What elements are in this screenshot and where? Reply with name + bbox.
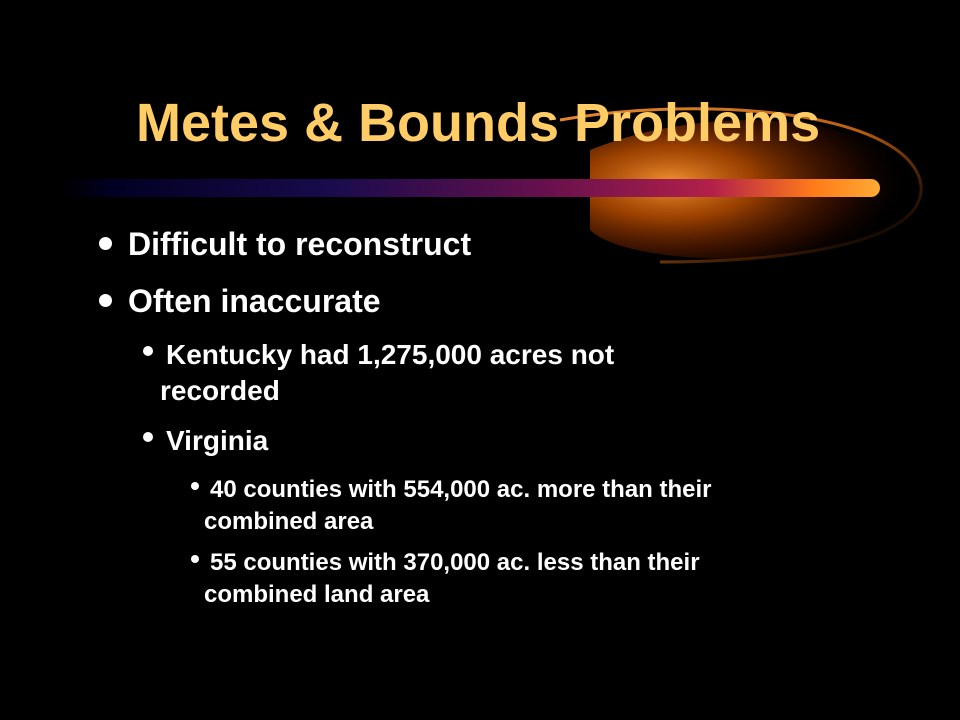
bullet-text-line: combined land area bbox=[204, 581, 430, 608]
bullet-dot-icon bbox=[191, 482, 199, 490]
bullet-dot-icon bbox=[143, 432, 153, 442]
bullet-text-line: combined area bbox=[204, 508, 374, 535]
bullet-dot-icon bbox=[191, 555, 199, 563]
bullet-text: Virginia bbox=[166, 425, 269, 456]
bullet-item bbox=[204, 474, 712, 538]
bullet-dot-icon bbox=[99, 294, 112, 307]
bullet-text: Difficult to reconstruct bbox=[128, 226, 472, 262]
bullet-item bbox=[166, 423, 268, 459]
slide-title: Metes & Bounds Problems bbox=[136, 93, 821, 153]
bullet-text-line: 55 counties with 370,000 ac. less than their bbox=[210, 549, 700, 576]
bullet-dot-icon bbox=[99, 237, 112, 250]
bullet-text: Often inaccurate bbox=[128, 283, 381, 319]
bullet-text-line: recorded bbox=[160, 375, 280, 406]
bullet-item bbox=[128, 281, 381, 321]
bullet-item bbox=[204, 547, 700, 611]
bullet-text-line: Kentucky had 1,275,000 acres not bbox=[166, 339, 615, 370]
bullet-text-line: 40 counties with 554,000 ac. more than their bbox=[210, 476, 712, 503]
bullet-dot-icon bbox=[143, 346, 153, 356]
bullet-item bbox=[128, 224, 471, 264]
bullet-item bbox=[160, 337, 615, 409]
